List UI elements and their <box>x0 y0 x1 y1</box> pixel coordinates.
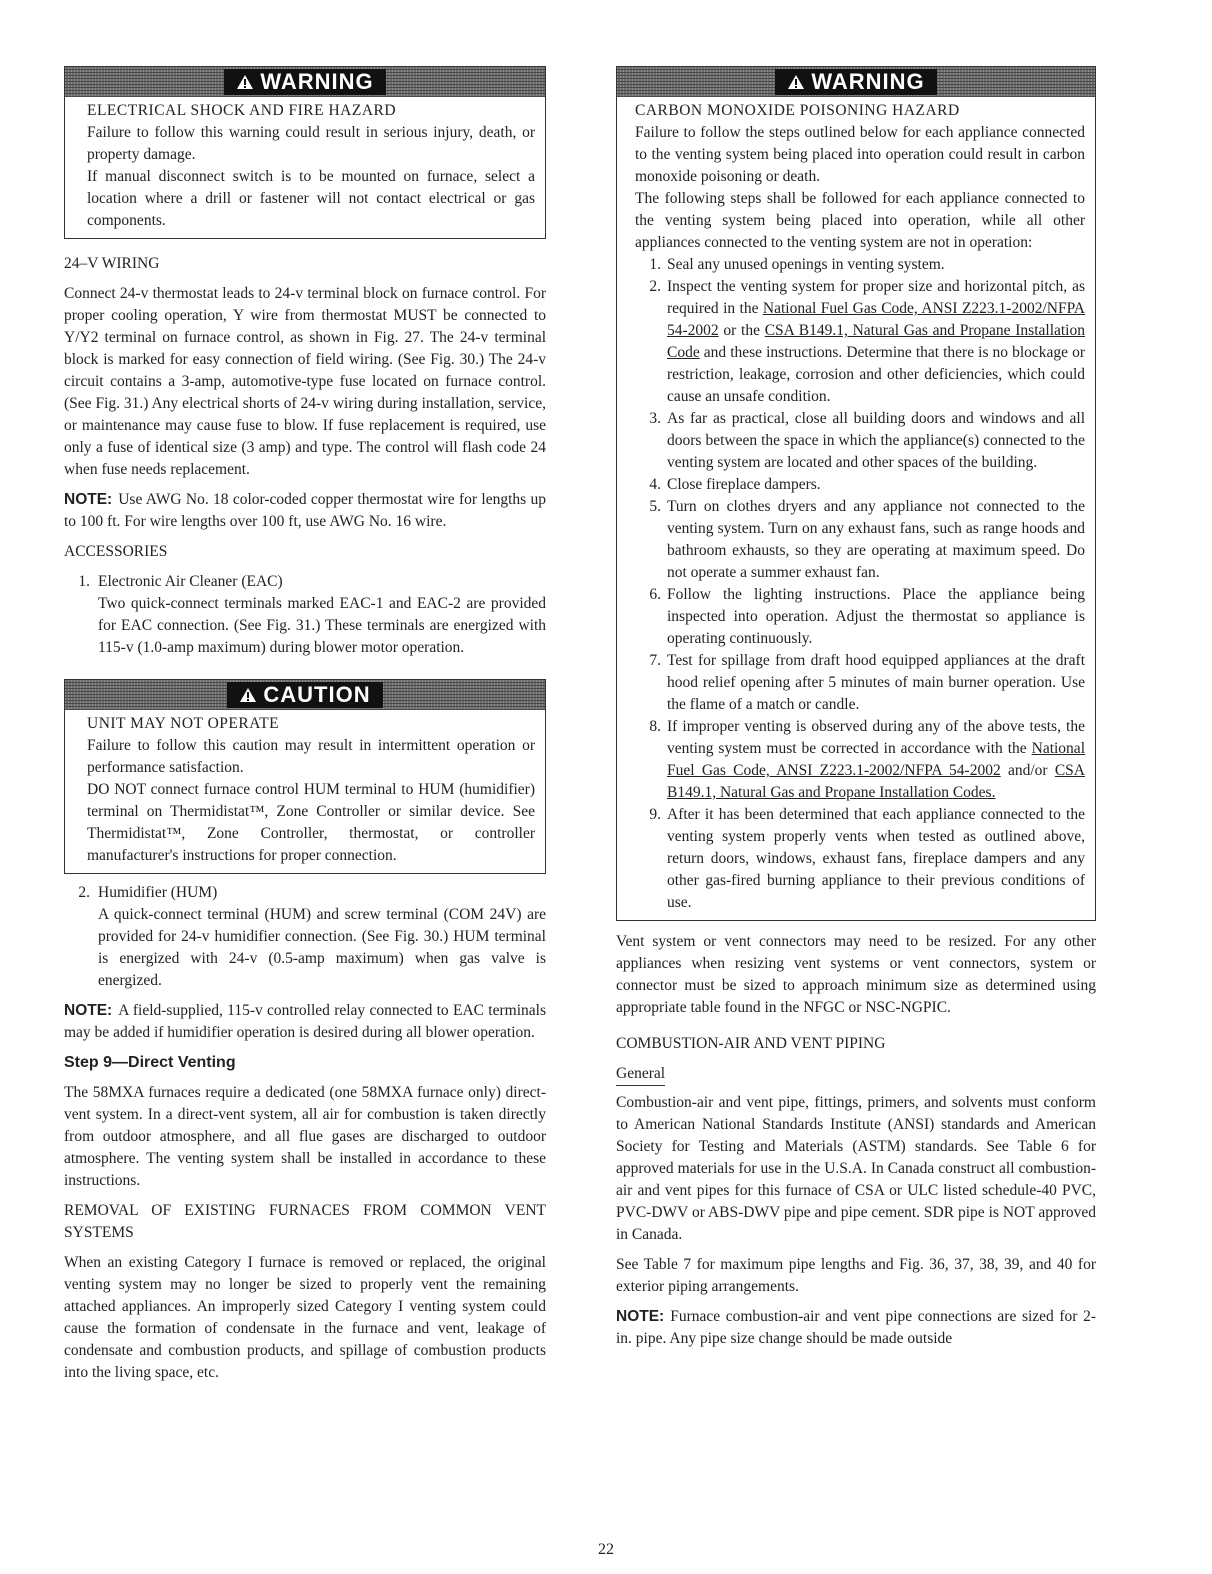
caution-label: CAUTION <box>263 682 371 707</box>
warning-text: Failure to follow this warning could result in serious injury, death, or property damage. <box>87 124 535 163</box>
note-paragraph: NOTE: Furnace combustion-air and vent pipe connections are sized for 2-in. pipe. Any pipe size change should be made outside <box>616 1308 1096 1347</box>
warning-title: CARBON MONOXIDE POISONING HAZARD <box>635 102 960 119</box>
caution-box <box>64 679 546 874</box>
warning-title: ELECTRICAL SHOCK AND FIRE HAZARD <box>87 102 397 119</box>
list-item: 2. Humidifier (HUM) <box>78 884 218 901</box>
caution-text: DO NOT connect furnace control HUM terminal to HUM (humidifier) terminal on Thermidistat™, Zone Controller or similar device. See Thermidistat™, Zone Controller, thermostat, or controller manufacturer's instructions for proper connection. <box>87 781 535 864</box>
section-heading: 24–V WIRING <box>64 255 160 272</box>
paragraph: Connect 24-v thermostat leads to 24-v terminal block on furnace control. For proper cooling operation, Y wire from thermostat MUST be connected to Y/Y2 terminal on furnace control, as shown in Fig. 27. The 24-v terminal block is marked for easy connection of field wiring. (See Fig. 30.) The 24-v circuit contains a 3-amp, automotive-type fuse located on furnace control. (See Fig. 31.) Any electrical shorts of 24-v wiring during installation, service, or maintenance may cause fuse to blow. If fuse replacement is required, use only a fuse of identical size (3 amp) and type. The control will flash code 24 when fuse needs replacement. <box>64 285 546 478</box>
warning-triangle-icon <box>239 687 257 703</box>
note-paragraph: NOTE: A field-supplied, 115-v controlled relay connected to EAC terminals may be added if humidifier operation is desired during all blower operation. <box>64 1002 546 1041</box>
list-item: 1. Seal any unused openings in venting system. <box>649 256 945 273</box>
warning-triangle-icon <box>236 74 254 90</box>
paragraph: A quick-connect terminal (HUM) and screw terminal (COM 24V) are provided for 24-v humidifier connection. (See Fig. 30.) HUM terminal is energized with 24-v (0.5-amp maximum) when gas valve is energized. <box>98 906 546 989</box>
subsection-heading: General <box>616 1063 665 1086</box>
paragraph: See Table 7 for maximum pipe lengths and Fig. 36, 37, 38, 39, and 40 for exterior piping arrangements. <box>616 1256 1096 1295</box>
warning-label: WARNING <box>260 69 374 94</box>
list-item: 1. Electronic Air Cleaner (EAC) <box>78 573 283 590</box>
list-item: 6. Follow the lighting instructions. Place the appliance being inspected into operation. Adjust the thermostat so appliance is operating continuously. <box>649 586 1085 647</box>
note-paragraph: NOTE: Use AWG No. 18 color-coded copper thermostat wire for lengths up to 100 ft. For wire lengths over 100 ft, use AWG No. 16 wire. <box>64 491 546 530</box>
list-item: 7. Test for spillage from draft hood equipped appliances at the draft hood relief opening after 5 minutes of main burner operation. Use the flame of a match or candle. <box>649 652 1085 713</box>
paragraph: Combustion-air and vent pipe, fittings, primers, and solvents must conform to American National Standards Institute (ANSI) standards and American Society for Testing and Materials (ASTM) standards. See Table 6 for approved materials for use in the U.S.A. In Canada construct all combustion-air and vent pipes for this furnace of CSA or ULC listed schedule-40 PVC, PVC-DWV or ABS-DWV pipe and pipe cement. SDR pipe is NOT approved in Canada. <box>616 1094 1096 1243</box>
note-label: NOTE: <box>616 1308 665 1325</box>
note-label: NOTE: <box>64 491 113 508</box>
warning-banner <box>65 67 545 97</box>
list-item: 5. Turn on clothes dryers and any appliance not connected to the venting system. Turn on any exhaust fans, such as range hoods and bathroom exhausts, so they are operating at maximum speed. Do not operate a summer exhaust fan. <box>649 498 1085 581</box>
left-column <box>64 66 546 1392</box>
warning-text: If manual disconnect switch is to be mounted on furnace, select a location where a drill or fastener will not contact electrical or gas components. <box>87 168 535 229</box>
section-heading: ACCESSORIES <box>64 543 168 560</box>
paragraph: The 58MXA furnaces require a dedicated (one 58MXA furnace only) direct-vent system. In a direct-vent system, all air for combustion is taken directly from outdoor atmosphere, and all flue gases are discharged to outdoor atmosphere. The venting system shall be installed in accordance to these instructions. <box>64 1084 546 1189</box>
paragraph: Vent system or vent connectors may need to be resized. For any other appliances when resizing vent systems or vent connectors, system or connector must be sized to approach minimum size as determined using appropriate table found in the NFGC or NSC-NGPIC. <box>616 933 1096 1016</box>
section-heading: COMBUSTION-AIR AND VENT PIPING <box>616 1035 886 1052</box>
caution-banner <box>65 680 545 710</box>
warning-label: WARNING <box>811 69 925 94</box>
list-item: 4. Close fireplace dampers. <box>649 476 821 493</box>
paragraph: When an existing Category I furnace is removed or replaced, the original venting system may no longer be sized to properly vent the remaining attached appliances. An improperly sized Category I venting system could cause the formation of condensate in the furnace and vent, leakage of condensate and combustion products, and spillage of combustion products into the living space, etc. <box>64 1254 546 1381</box>
section-heading: REMOVAL OF EXISTING FURNACES FROM COMMON VENT SYSTEMS <box>64 1202 546 1241</box>
carbon-monoxide-warning-box <box>616 66 1096 921</box>
list-item: 3. As far as practical, close all building doors and windows and all doors between the space in which the appliance(s) connected to the venting system are located and other spaces of the building. <box>649 410 1085 471</box>
warning-text: The following steps shall be followed for each appliance connected to the venting system being placed into operation, while all other appliances connected to the venting system are not in operation: <box>635 190 1085 251</box>
note-label: NOTE: <box>64 1002 113 1019</box>
warning-banner <box>617 67 1095 97</box>
page-number: 22 <box>598 1541 614 1558</box>
list-item: 8. If improper venting is observed during any of the above tests, the venting system must be corrected in accordance with the National Fuel Gas Code, ANSI Z223.1-2002/NFPA 54-2002 and/or CSA B149.1, Natural Gas and Propane Installation Codes. <box>649 718 1085 801</box>
warning-triangle-icon <box>787 74 805 90</box>
paragraph: Two quick-connect terminals marked EAC-1 and EAC-2 are provided for EAC connection. (See Fig. 31.) These terminals are energized with 115-v (1.0-amp maximum) during blower motor operation. <box>98 595 546 656</box>
list-item: 9. After it has been determined that each appliance connected to the venting system properly vents when tested as outlined above, return doors, windows, exhaust fans, fireplace dampers and any other gas-fired burning appliance to their previous conditions of use. <box>649 806 1085 911</box>
caution-title: UNIT MAY NOT OPERATE <box>87 715 280 732</box>
caution-text: Failure to follow this caution may result in intermittent operation or performance satisfaction. <box>87 737 535 776</box>
list-item: 2. Inspect the venting system for proper size and horizontal pitch, as required in the National Fuel Gas Code, ANSI Z223.1-2002/NFPA 54-2002 or the CSA B149.1, Natural Gas and Propane Installation Code and these instructions. Determine that there is no blockage or restriction, leakage, corrosion and other deficiencies, which could cause an unsafe condition. <box>649 278 1085 405</box>
electrical-warning-box <box>64 66 546 239</box>
warning-text: Failure to follow the steps outlined below for each appliance connected to the venting system being placed into operation could result in carbon monoxide poisoning or death. <box>635 124 1085 185</box>
right-column <box>616 66 1096 1358</box>
step-heading: Step 9—Direct Venting <box>64 1054 236 1071</box>
